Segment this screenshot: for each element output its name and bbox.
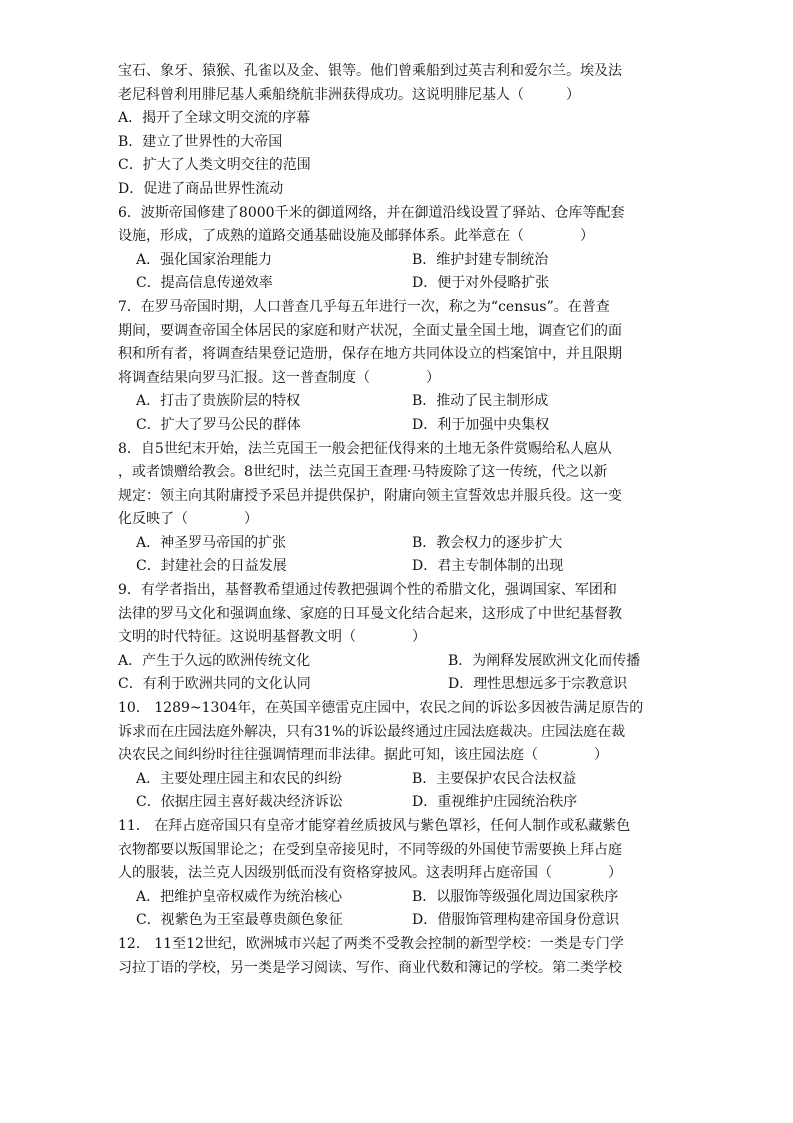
option-c: C．扩大了人类文明交往的范围: [118, 157, 311, 174]
option-d: D．促进了商品世界性流动: [118, 180, 284, 197]
option-c: C．有利于欧洲共同的文化认同: [118, 676, 311, 693]
question-text-line: 10． 1289~1304年，在英国辛德雷克庄园中，农民之间的诉讼多因被告满足原告的: [118, 700, 644, 717]
option-row: [118, 390, 678, 414]
question-11: [118, 815, 678, 933]
option-b: B．为阐释发展欧洲文化而传播: [448, 652, 641, 669]
option-b: B．维护封建专制统治: [412, 251, 549, 268]
option-c: C．扩大了罗马公民的群体: [136, 416, 301, 433]
option-c: C．依据庄园主喜好裁决经济诉讼: [136, 794, 343, 811]
option-row: [118, 272, 678, 296]
option-row: [118, 673, 678, 697]
question-text-line: 9．有学者指出，基督教希望通过传教把强调个性的希腊文化，强调国家、军团和: [118, 582, 617, 599]
option-row: [118, 909, 678, 933]
question-text-line: 规定：领主向其附庸授予采邑并提供保护，附庸向领主宣誓效忠并服兵役。这一变: [118, 487, 622, 504]
option-b: B．建立了世界性的大帝国: [118, 133, 283, 150]
option-row: [118, 768, 678, 792]
question-text-line: 化反映了（ ）: [118, 511, 258, 528]
question-9: [118, 579, 678, 697]
option-a: A．强化国家治理能力: [136, 251, 273, 268]
option-a: A．神圣罗马帝国的扩张: [136, 534, 287, 551]
option-row: [118, 555, 678, 579]
option-c: C．视紫色为王室最尊贵颜色象征: [136, 912, 343, 929]
option-b: B．推动了民主制形成: [412, 393, 549, 410]
question-5: [118, 60, 678, 202]
option-b: B．以服饰等级强化周边国家秩序: [412, 888, 619, 905]
option-row: [118, 791, 678, 815]
question-text-line: 决农民之间纠纷时往往强调情理而非法律。据此可知，该庄园法庭（ ）: [118, 747, 608, 764]
option-a: A．打击了贵族阶层的特权: [136, 393, 301, 410]
option-d: D．君主专制体制的出现: [412, 558, 564, 575]
option-d: D．借服饰管理构建帝国身份意识: [412, 912, 620, 929]
option-row: [118, 650, 678, 674]
question-text-line: 8．自5世纪末开始，法兰克国王一般会把征伐得来的土地无条件赏赐给私人扈从: [118, 440, 612, 457]
question-text-line: 宝石、象牙、猿猴、孔雀以及金、银等。他们曾乘船到过英吉利和爱尔兰。埃及法: [118, 63, 622, 79]
option-c: C．提高信息传递效率: [136, 275, 273, 292]
question-7: [118, 296, 678, 438]
question-text-line: 老尼科曾利用腓尼基人乘船绕航非洲获得成功。这说明腓尼基人（ ）: [118, 86, 580, 103]
option-a: A．把维护皇帝权威作为统治核心: [136, 888, 343, 905]
option-row: [118, 414, 678, 438]
option-b: B．主要保护农民合法权益: [412, 770, 577, 787]
question-text-line: 诉求而在庄园法庭外解决，只有31%的诉讼最终通过庄园法庭裁决。庄园法庭在裁: [118, 723, 626, 740]
question-12: [118, 933, 678, 980]
option-d: D．理性思想远多于宗教意识: [448, 676, 628, 693]
question-text-line: 6．波斯帝国修建了8000千米的御道网络，并在御道沿线设置了驿站、仓库等配套: [118, 204, 625, 221]
question-text-line: 积和所有者，将调查结果登记造册，保存在地方共同体设立的档案馆中，并且限期: [118, 346, 622, 363]
option-a: A．产生于久远的欧洲传统文化: [118, 652, 311, 669]
question-text-line: 设施，形成，了成熟的道路交通基础设施及邮驿体系。此举意在（ ）: [118, 228, 594, 245]
option-b: B．教会权力的逐步扩大: [412, 534, 563, 551]
option-d: D．利于加强中央集权: [412, 416, 550, 433]
question-text-line: 7．在罗马帝国时期，人口普查几乎每五年进行一次，称之为“census”。在普查: [118, 298, 610, 315]
question-text-line: 衣物都要以叛国罪论之；在受到皇帝接见时，不同等级的外国使节需要换上拜占庭: [118, 841, 622, 858]
option-c: C．封建社会的日益发展: [136, 558, 287, 575]
question-text-line: 习拉丁语的学校，另一类是学习阅读、写作、商业代数和簿记的学校。第二类学校: [118, 959, 622, 976]
question-6: [118, 202, 678, 296]
option-row: [118, 249, 678, 273]
option-a: A．揭开了全球文明交流的序幕: [118, 110, 311, 127]
exam-page: [118, 60, 678, 980]
question-10: [118, 697, 678, 815]
question-text-line: 将调查结果向罗马汇报。这一普查制度（ ）: [118, 369, 440, 386]
option-row: [118, 886, 678, 910]
question-text-line: 期间，要调查帝国全体居民的家庭和财产状况，全面丈量全国土地，调查它们的面: [118, 322, 622, 339]
question-text-line: 人的服装，法兰克人因级别低而没有资格穿披风。这表明拜占庭帝国（ ）: [118, 865, 622, 882]
question-text-line: 11． 在拜占庭帝国只有皇帝才能穿着丝质披风与紫色罩衫，任何人制作或私藏紫色: [118, 818, 631, 834]
question-text-line: 12． 11至12世纪，欧洲城市兴起了两类不受教会控制的新型学校：一类是专门学: [118, 935, 624, 952]
option-d: D．重视维护庄园统治秩序: [412, 794, 578, 811]
question-text-line: 文明的时代特征。这说明基督教文明（ ）: [118, 629, 426, 646]
option-a: A．主要处理庄园主和农民的纠纷: [136, 770, 343, 787]
question-text-line: 法律的罗马文化和强调血缘、家庭的日耳曼文化结合起来，这形成了中世纪基督教: [118, 605, 622, 622]
question-8: [118, 438, 678, 580]
question-text-line: ，或者馈赠给教会。8世纪时，法兰克国王查理·马特废除了这一传统，代之以新: [118, 464, 608, 481]
option-row: [118, 532, 678, 556]
option-d: D．便于对外侵略扩张: [412, 275, 550, 292]
